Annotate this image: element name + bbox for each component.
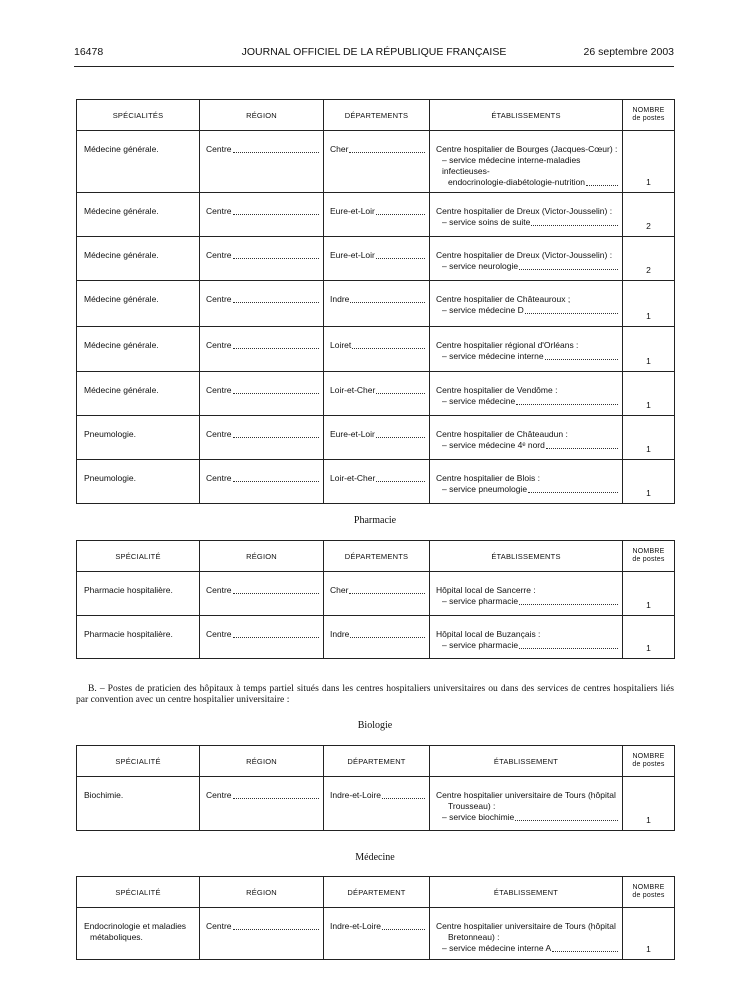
col-header-region: RÉGION bbox=[200, 746, 324, 777]
col-header-etablissement: ÉTABLISSEMENTS bbox=[430, 541, 623, 572]
cell-nombre: 1 bbox=[623, 777, 675, 831]
cell-region: Centre bbox=[200, 908, 324, 960]
cell-etablissement: Centre hospitalier universitaire de Tours (hôpital Trousseau) : – service biochimie bbox=[430, 777, 623, 831]
cell-specialite: Médecine générale. bbox=[77, 237, 200, 281]
cell-specialite: Médecine générale. bbox=[77, 372, 200, 416]
postes-table-medecine-chu bbox=[76, 876, 675, 960]
cell-nombre: 1 bbox=[623, 460, 675, 504]
cell-departement: Eure-et-Loir bbox=[324, 237, 430, 281]
cell-nombre: 2 bbox=[623, 193, 675, 237]
cell-specialite: Pneumologie. bbox=[77, 416, 200, 460]
cell-departement: Loiret bbox=[324, 327, 430, 372]
table-row bbox=[77, 460, 675, 504]
table-row bbox=[77, 327, 675, 372]
table-row bbox=[77, 131, 675, 193]
cell-region: Centre bbox=[200, 237, 324, 281]
col-header-etablissement: ÉTABLISSEMENT bbox=[430, 746, 623, 777]
section-title-biologie: Biologie bbox=[357, 720, 393, 731]
col-header-region: RÉGION bbox=[200, 100, 324, 131]
col-header-region: RÉGION bbox=[200, 541, 324, 572]
cell-etablissement: Centre hospitalier de Dreux (Victor-Jousselin) : – service soins de suite bbox=[430, 193, 623, 237]
page-number: 16478 bbox=[74, 46, 104, 58]
cell-nombre: 1 bbox=[623, 616, 675, 659]
cell-region: Centre bbox=[200, 777, 324, 831]
cell-region: Centre bbox=[200, 572, 324, 616]
cell-specialite: Médecine générale. bbox=[77, 327, 200, 372]
publication-date: 26 septembre 2003 bbox=[583, 46, 674, 58]
cell-etablissement: Centre hospitalier de Bourges (Jacques-Cœur) : – service médecine interne-maladies infectieuses- endocrinologie-diabétologie-nutrition bbox=[430, 131, 623, 193]
col-header-nombre: NOMBRE de postes bbox=[623, 877, 675, 908]
cell-nombre: 1 bbox=[623, 372, 675, 416]
col-header-departement: DÉPARTEMENTS bbox=[324, 541, 430, 572]
cell-nombre: 1 bbox=[623, 281, 675, 327]
postes-table-biologie bbox=[76, 745, 675, 831]
cell-departement: Indre bbox=[324, 616, 430, 659]
cell-region: Centre bbox=[200, 327, 324, 372]
cell-nombre: 1 bbox=[623, 416, 675, 460]
cell-etablissement: Centre hospitalier de Châteauroux ; – service médecine D bbox=[430, 281, 623, 327]
table-row bbox=[77, 237, 675, 281]
col-header-nombre: NOMBRE de postes bbox=[623, 541, 675, 572]
section-title-medecine: Médecine bbox=[355, 852, 395, 863]
table-row bbox=[77, 372, 675, 416]
table-row bbox=[77, 616, 675, 659]
cell-specialite: Médecine générale. bbox=[77, 131, 200, 193]
cell-departement: Cher bbox=[324, 131, 430, 193]
cell-nombre: 1 bbox=[623, 572, 675, 616]
cell-region: Centre bbox=[200, 416, 324, 460]
cell-region: Centre bbox=[200, 460, 324, 504]
table-row bbox=[77, 193, 675, 237]
cell-nombre: 2 bbox=[623, 237, 675, 281]
cell-specialite: Endocrinologie et maladies métaboliques. bbox=[77, 908, 200, 960]
cell-etablissement: Centre hospitalier de Vendôme : – service médecine bbox=[430, 372, 623, 416]
table-row bbox=[77, 777, 675, 831]
col-header-specialite: SPÉCIALITÉS bbox=[77, 100, 200, 131]
col-header-etablissement: ÉTABLISSEMENT bbox=[430, 877, 623, 908]
cell-etablissement: Hôpital local de Buzançais : – service pharmacie bbox=[430, 616, 623, 659]
journal-title: JOURNAL OFFICIEL DE LA RÉPUBLIQUE FRANÇAISE bbox=[241, 46, 507, 58]
cell-etablissement: Hôpital local de Sancerre : – service pharmacie bbox=[430, 572, 623, 616]
col-header-departement: DÉPARTEMENT bbox=[324, 877, 430, 908]
cell-region: Centre bbox=[200, 281, 324, 327]
cell-specialite: Biochimie. bbox=[77, 777, 200, 831]
cell-etablissement: Centre hospitalier de Châteaudun : – service médecine 4ᵉ nord bbox=[430, 416, 623, 460]
cell-etablissement: Centre hospitalier régional d'Orléans : – service médecine interne bbox=[430, 327, 623, 372]
cell-specialite: Pharmacie hospitalière. bbox=[77, 572, 200, 616]
table-row bbox=[77, 572, 675, 616]
cell-specialite: Pharmacie hospitalière. bbox=[77, 616, 200, 659]
col-header-nombre: NOMBRE de postes bbox=[623, 746, 675, 777]
page-header bbox=[74, 46, 674, 62]
cell-nombre: 1 bbox=[623, 131, 675, 193]
table-header-row bbox=[77, 100, 675, 131]
col-header-specialite: SPÉCIALITÉ bbox=[77, 877, 200, 908]
cell-region: Centre bbox=[200, 131, 324, 193]
col-header-departement: DÉPARTEMENT bbox=[324, 746, 430, 777]
cell-departement: Cher bbox=[324, 572, 430, 616]
col-header-etablissement: ÉTABLISSEMENTS bbox=[430, 100, 623, 131]
table-header-row bbox=[77, 541, 675, 572]
section-title-pharmacie: Pharmacie bbox=[353, 515, 397, 526]
table-header-row bbox=[77, 877, 675, 908]
col-header-region: RÉGION bbox=[200, 877, 324, 908]
cell-departement: Loir-et-Cher bbox=[324, 460, 430, 504]
cell-nombre: 1 bbox=[623, 908, 675, 960]
table-row bbox=[77, 281, 675, 327]
cell-specialite: Médecine générale. bbox=[77, 193, 200, 237]
cell-departement: Indre bbox=[324, 281, 430, 327]
header-rule bbox=[74, 66, 674, 67]
cell-specialite: Pneumologie. bbox=[77, 460, 200, 504]
table-row bbox=[77, 908, 675, 960]
cell-etablissement: Centre hospitalier universitaire de Tours (hôpital Bretonneau) : – service médecine interne A bbox=[430, 908, 623, 960]
cell-specialite: Médecine générale. bbox=[77, 281, 200, 327]
cell-departement: Indre-et-Loire bbox=[324, 777, 430, 831]
postes-table-medecine bbox=[76, 99, 675, 504]
cell-region: Centre bbox=[200, 616, 324, 659]
postes-table-pharmacie bbox=[76, 540, 675, 659]
cell-etablissement: Centre hospitalier de Dreux (Victor-Jousselin) : – service neurologie bbox=[430, 237, 623, 281]
cell-departement: Eure-et-Loir bbox=[324, 193, 430, 237]
cell-departement: Loir-et-Cher bbox=[324, 372, 430, 416]
col-header-specialite: SPÉCIALITÉ bbox=[77, 746, 200, 777]
table-row bbox=[77, 416, 675, 460]
cell-departement: Indre-et-Loire bbox=[324, 908, 430, 960]
cell-region: Centre bbox=[200, 372, 324, 416]
cell-departement: Eure-et-Loir bbox=[324, 416, 430, 460]
cell-nombre: 1 bbox=[623, 327, 675, 372]
cell-region: Centre bbox=[200, 193, 324, 237]
col-header-specialite: SPÉCIALITÉ bbox=[77, 541, 200, 572]
table-header-row bbox=[77, 746, 675, 777]
cell-etablissement: Centre hospitalier de Blois : – service pneumologie bbox=[430, 460, 623, 504]
col-header-departement: DÉPARTEMENTS bbox=[324, 100, 430, 131]
paragraph-b: B. – Postes de praticien des hôpitaux à temps partiel situés dans les centres hospitaliers universitaires ou dans des services de centres hospitaliers liés par convention avec un centre hospitalier universitaire : bbox=[76, 683, 674, 705]
col-header-nombre: NOMBRE de postes bbox=[623, 100, 675, 131]
